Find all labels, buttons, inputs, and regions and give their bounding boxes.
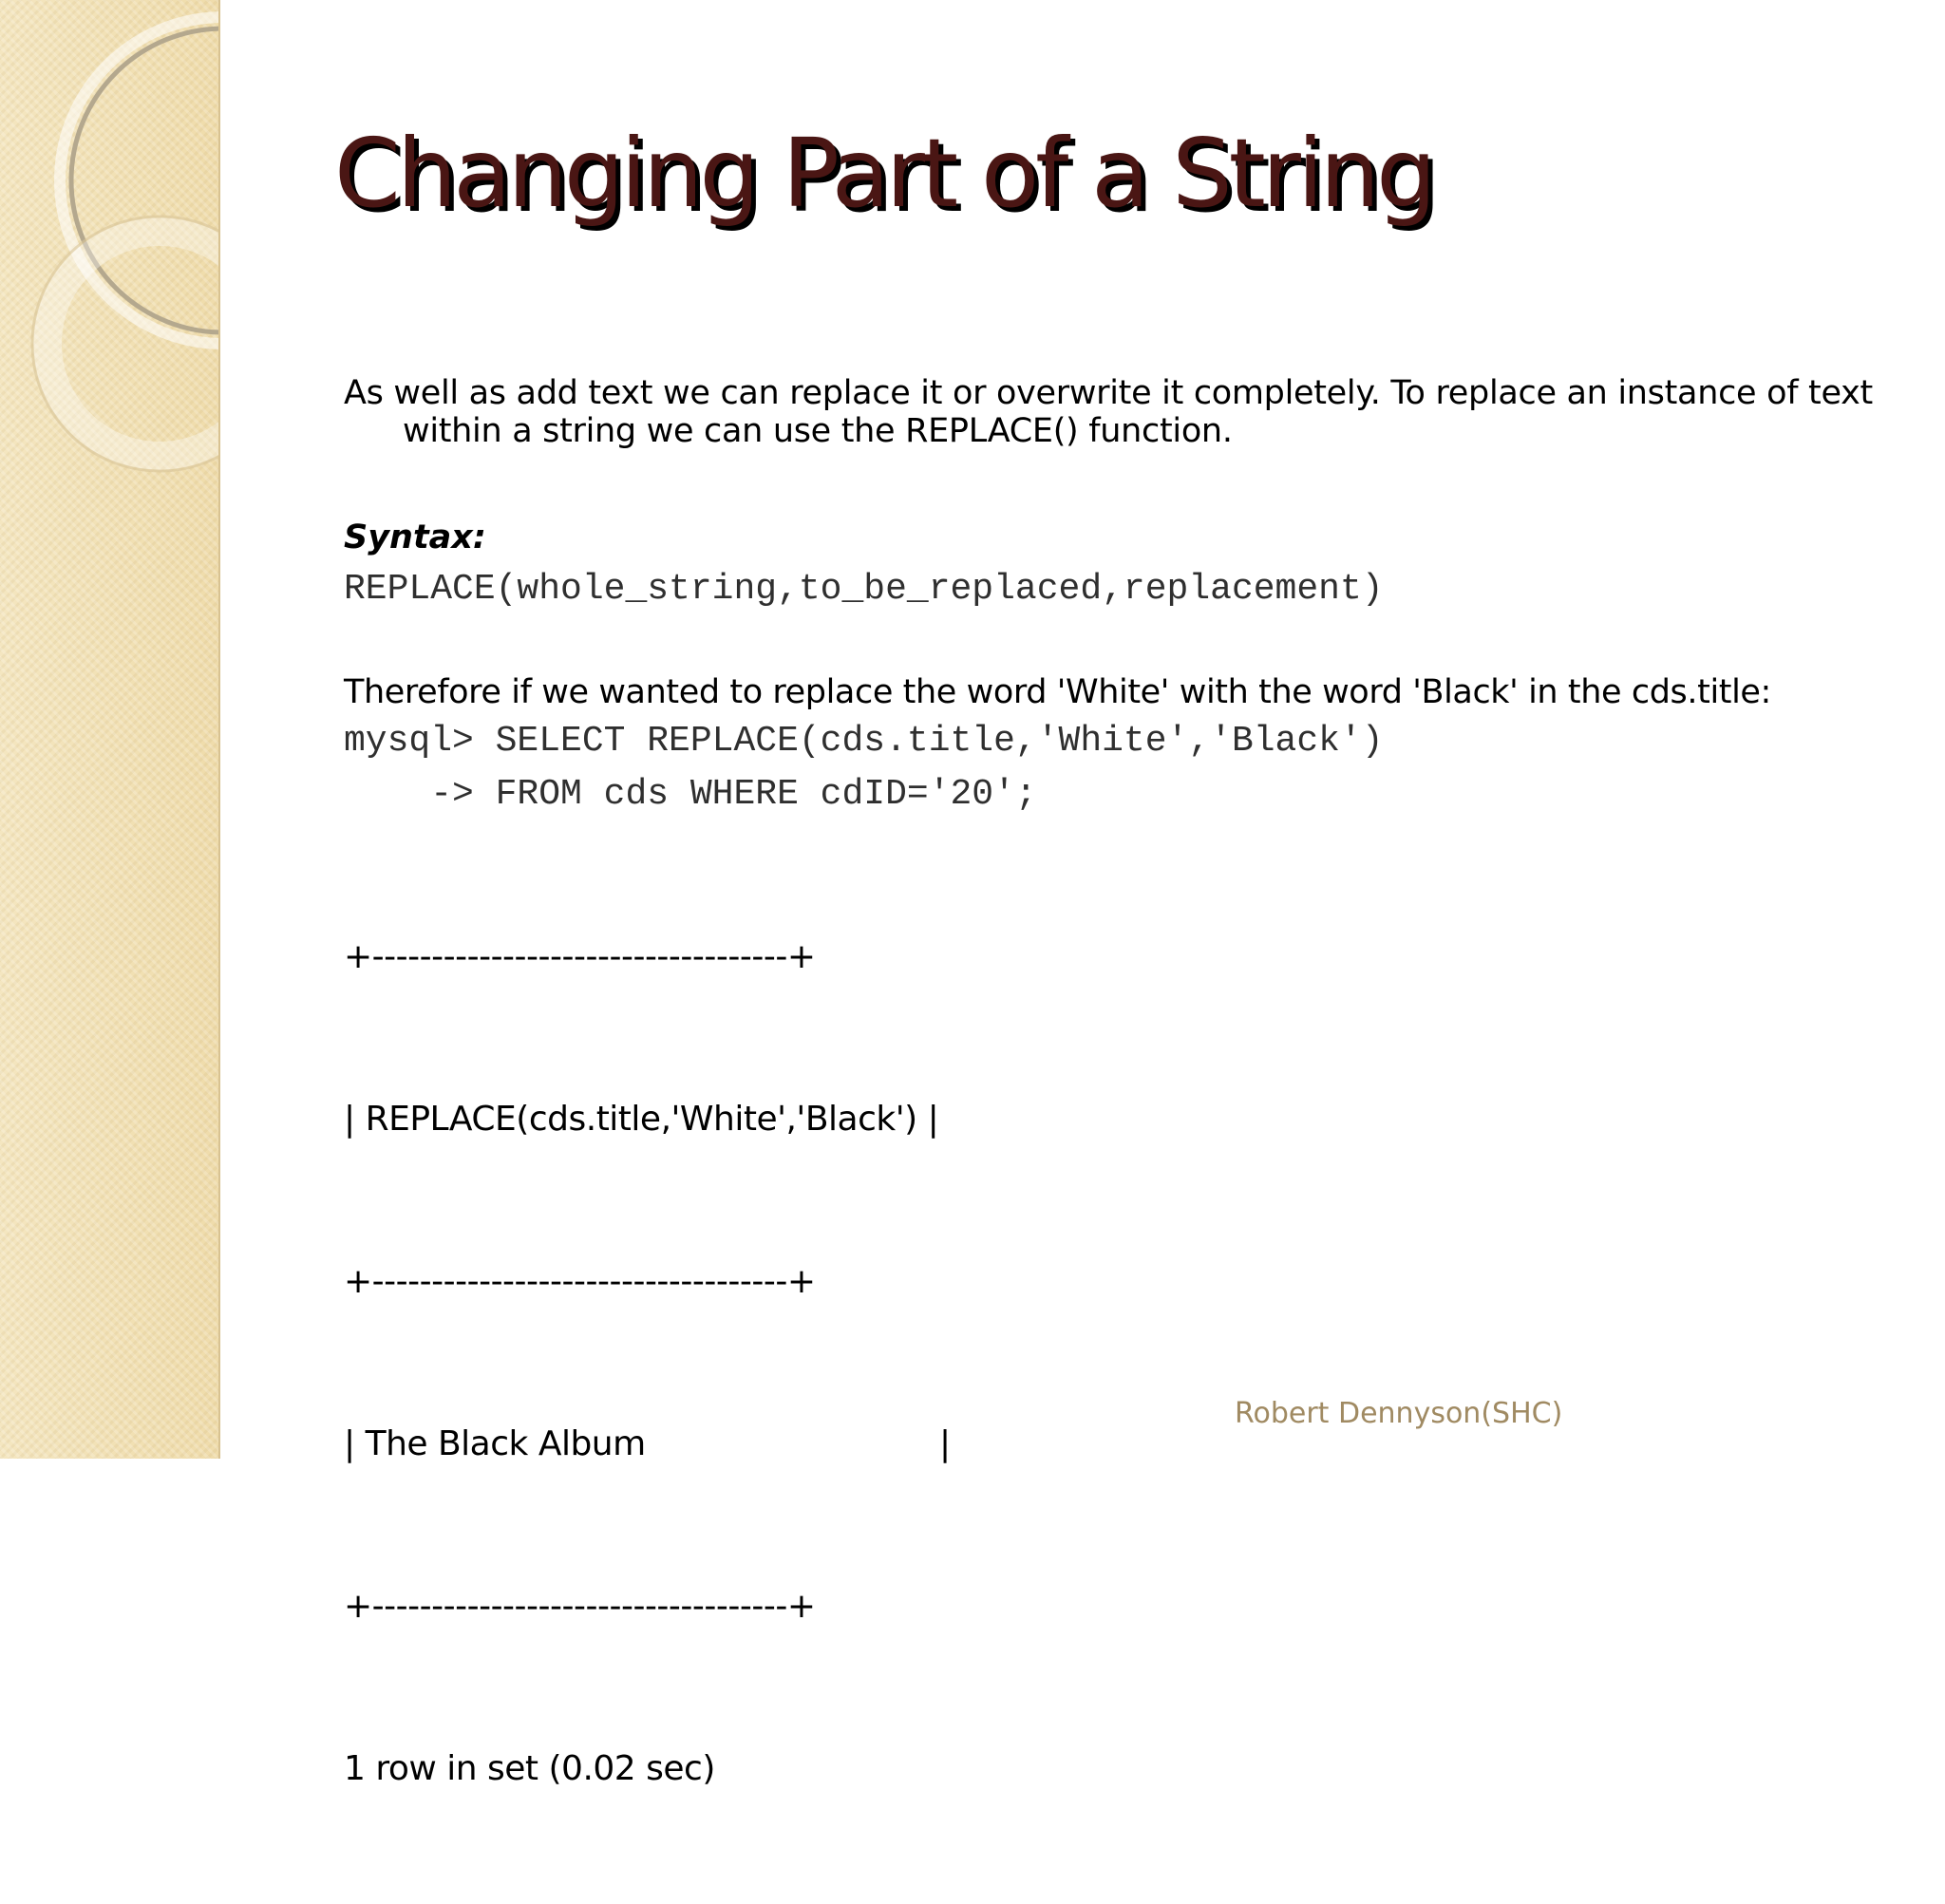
result-border-middle: +-----------------------------------+ — [344, 1262, 816, 1301]
result-header-row: | REPLACE(cds.title,'White','Black') | — [344, 1100, 939, 1139]
result-border-top: +-----------------------------------+ — [344, 937, 816, 976]
example-lead-text: Therefore if we wanted to replace the word 'White' with the word 'Black' in the cds.title: — [344, 673, 1771, 711]
footer-author: Robert Dennyson(SHC) — [1235, 1397, 1563, 1430]
syntax-code: REPLACE(whole_string,to_be_replaced,replacement) — [344, 569, 1384, 610]
decorative-sidebar — [0, 0, 220, 1459]
slide-title: Changing Part of a String — [334, 118, 1433, 229]
result-border-bottom: +-----------------------------------+ — [344, 1587, 816, 1626]
query-line-2: -> FROM cds WHERE cdID='20'; — [344, 774, 1037, 815]
result-summary: 1 row in set (0.02 sec) — [344, 1749, 715, 1788]
large-ring-highlight — [60, 17, 218, 344]
decorative-rings-graphic — [0, 0, 218, 494]
intro-paragraph: As well as add text we can replace it or overwrite it completely. To replace an instance of text within a string we can use the REPLACE() function. — [344, 374, 1873, 450]
slide-body — [344, 374, 1882, 1904]
mysql-query-block — [344, 715, 1882, 821]
result-data-end-pipe: | — [939, 1424, 951, 1463]
result-data-value: | The Black Album — [344, 1424, 646, 1463]
result-data-row — [344, 1417, 1882, 1471]
syntax-heading: Syntax: — [344, 518, 486, 556]
query-line-1: mysql> SELECT REPLACE(cds.title,'White','Black') — [344, 721, 1384, 762]
query-result-block — [344, 821, 1882, 1904]
